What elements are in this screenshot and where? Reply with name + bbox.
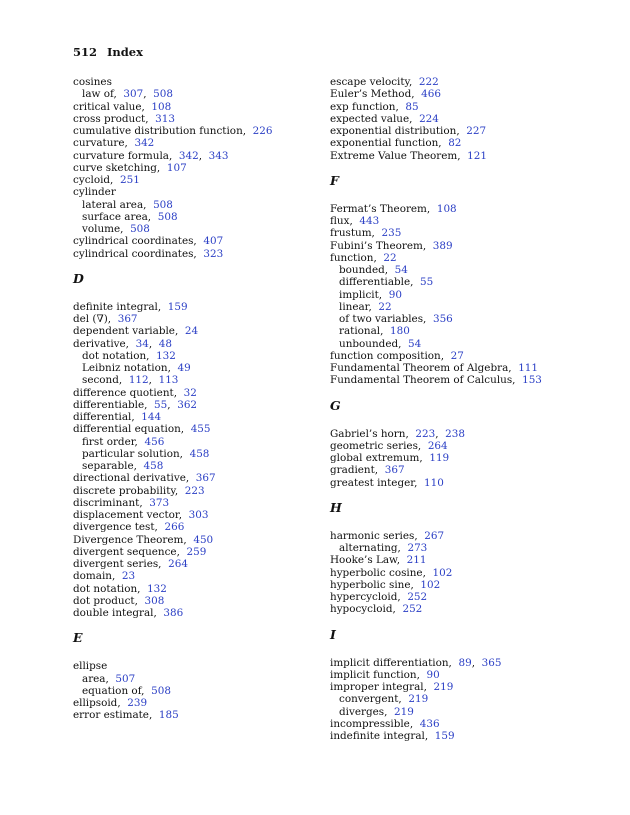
index-term: directional derivative, xyxy=(73,472,190,485)
page-reference-link[interactable]: 24 xyxy=(184,325,199,338)
index-term: cosines xyxy=(73,76,112,88)
index-term: Extreme Value Theorem, xyxy=(330,149,461,162)
page-reference-link[interactable]: 362 xyxy=(177,398,198,411)
page-reference-link[interactable]: 108 xyxy=(151,100,172,113)
index-subentry-first-order xyxy=(73,436,313,448)
index-entry-cylindrical-coordinates xyxy=(73,235,313,247)
index-term: harmonic series, xyxy=(330,529,418,542)
index-entry-fubini-s-theorem xyxy=(330,240,610,252)
index-subentry-separable xyxy=(73,460,313,472)
page-reference-link[interactable]: 323 xyxy=(203,247,224,260)
index-term: differential equation, xyxy=(73,423,185,436)
index-term: Hooke’s Law, xyxy=(330,554,401,567)
page-reference-link[interactable]: 238 xyxy=(445,427,465,440)
index-term: bounded, xyxy=(339,264,389,276)
index-term: dot product, xyxy=(73,594,138,607)
index-term: double integral, xyxy=(73,607,157,619)
page-reference-link[interactable]: 55 xyxy=(420,276,434,289)
page-reference-link[interactable]: 466 xyxy=(421,88,441,101)
index-term: hypercycloid, xyxy=(330,591,401,603)
section-letter-g: G xyxy=(330,397,341,413)
index-term: critical value, xyxy=(73,100,145,113)
section-letter-d: D xyxy=(73,270,84,286)
index-entry-double-integral xyxy=(73,607,313,619)
page-reference-link[interactable]: 110 xyxy=(423,476,444,489)
page-reference-link[interactable]: 89 xyxy=(458,656,472,669)
page-reference-link[interactable]: 313 xyxy=(155,112,175,125)
index-term: frustum, xyxy=(330,227,375,240)
index-entry-geometric-series xyxy=(330,440,610,452)
page-reference-link[interactable]: 308 xyxy=(144,594,165,607)
index-term: discrete probability, xyxy=(73,484,179,497)
page-reference-link[interactable]: 54 xyxy=(394,264,408,276)
index-subentry-law-of: law of, 307, 508 xyxy=(82,88,173,101)
index-subentry-lateral-area xyxy=(73,199,313,211)
page-reference-link[interactable]: 365 xyxy=(481,656,502,669)
index-term: diverges, xyxy=(339,705,388,718)
index-subentry-volume xyxy=(73,223,313,235)
index-term: definite integral, xyxy=(73,300,162,313)
index-subentry-linear xyxy=(330,301,610,313)
page-reference-link[interactable]: 102 xyxy=(420,578,441,591)
page-title: Index xyxy=(107,45,143,59)
index-entry-exp-function xyxy=(330,101,610,113)
index-subentry-of-two-variables xyxy=(330,313,610,325)
index-term: divergent series, xyxy=(73,558,162,570)
index-entry-ellipsoid xyxy=(73,697,313,709)
page-reference-link[interactable]: 224 xyxy=(419,112,439,125)
page-reference-link[interactable]: 180 xyxy=(390,325,410,338)
index-entry-greatest-integer xyxy=(330,477,610,489)
page-reference-link[interactable]: 132 xyxy=(156,349,176,362)
index-entry-global-extremum xyxy=(330,452,610,464)
index-subentry-unbounded xyxy=(330,338,610,350)
index-term: expected value, xyxy=(330,112,413,125)
page-reference-link[interactable]: 144 xyxy=(141,411,162,423)
index-entry-critical-value xyxy=(73,101,313,113)
index-term: implicit differentiation, xyxy=(330,656,452,669)
page-reference-link[interactable]: 342 xyxy=(178,149,199,162)
page-reference-link[interactable]: 264 xyxy=(427,439,448,452)
index-term: cycloid, xyxy=(73,174,114,186)
index-entry-gradient xyxy=(330,464,610,476)
index-entry-divergent-sequence xyxy=(73,546,313,558)
index-subentry-dot-notation xyxy=(73,350,313,362)
index-entry-directional-derivative xyxy=(73,472,313,484)
index-term: Divergence Theorem, xyxy=(73,533,187,546)
index-entry-expected-value xyxy=(330,113,610,125)
page-reference-link[interactable]: 90 xyxy=(426,668,440,681)
index-term: linear, xyxy=(339,300,372,313)
index-entry-hyperbolic-sine xyxy=(330,579,610,591)
page-reference-link[interactable]: 450 xyxy=(193,533,214,546)
page-reference-link[interactable]: 55 xyxy=(154,398,168,411)
page-reference-link[interactable]: 251 xyxy=(119,174,140,186)
page-number: 512 xyxy=(73,45,98,59)
page-reference-link[interactable]: 367 xyxy=(195,472,216,485)
page-reference-link[interactable]: 508 xyxy=(153,88,173,101)
index-entry-indefinite-integral xyxy=(330,730,610,742)
page-reference-link[interactable]: 219 xyxy=(394,705,414,718)
index-term: equation of, xyxy=(82,684,145,697)
page-reference-link[interactable]: 85 xyxy=(405,100,419,113)
index-term: implicit function, xyxy=(330,668,420,681)
index-entry-curvature-formula: curvature formula, 342, 343 xyxy=(73,149,229,162)
index-term: exponential function, xyxy=(330,137,442,150)
index-entry-dependent-variable xyxy=(73,325,313,337)
index-entry-implicit-differentiation: implicit differentiation, 89, 365 xyxy=(330,656,502,669)
index-entry-discriminant xyxy=(73,497,313,509)
index-entry-hypercycloid xyxy=(330,591,610,603)
page-reference-link[interactable]: 239 xyxy=(127,697,148,709)
page-reference-link[interactable]: 389 xyxy=(432,239,453,252)
index-entry-cylinder xyxy=(73,186,313,198)
index-subentry-second: second, 112, 113 xyxy=(82,374,179,387)
index-term: greatest integer, xyxy=(330,476,418,489)
index-term: first order, xyxy=(82,435,138,448)
index-term: Fundamental Theorem of Calculus, xyxy=(330,374,516,387)
page-reference-link[interactable]: 153 xyxy=(522,374,542,387)
index-term: ellipsoid, xyxy=(73,697,121,709)
page-reference-link[interactable]: 107 xyxy=(166,161,187,174)
index-term: Fubini’s Theorem, xyxy=(330,239,427,252)
index-term: flux, xyxy=(330,215,353,227)
page-reference-link[interactable]: 119 xyxy=(429,452,450,464)
index-entry-cross-product xyxy=(73,113,313,125)
index-term: unbounded, xyxy=(339,337,402,350)
index-term: differentiable, xyxy=(73,398,148,411)
index-term: indefinite integral, xyxy=(330,730,429,742)
index-subentry-rational xyxy=(330,325,610,337)
index-term: del (∇), xyxy=(73,313,112,325)
index-subentry-surface-area xyxy=(73,211,313,223)
index-term: domain, xyxy=(73,570,116,583)
index-term: displacement vector, xyxy=(73,509,183,521)
index-entry-improper-integral xyxy=(330,681,610,693)
index-subentry-convergent xyxy=(330,693,610,705)
index-term: exp function, xyxy=(330,100,399,113)
section-letter-f: F xyxy=(330,172,339,188)
page-reference-link[interactable]: 342 xyxy=(134,137,155,150)
index-term: incompressible, xyxy=(330,717,414,730)
index-term: separable, xyxy=(82,460,137,472)
page-reference-link[interactable]: 22 xyxy=(383,251,397,264)
index-entry-exponential-distribution xyxy=(330,125,610,137)
index-entry-difference-quotient xyxy=(73,387,313,399)
index-entry-escape-velocity xyxy=(330,76,610,88)
index-subentry-alternating xyxy=(330,542,610,554)
page-reference-link[interactable]: 132 xyxy=(147,582,167,595)
page-reference-link[interactable]: 407 xyxy=(203,235,224,248)
index-term: differential, xyxy=(73,411,135,423)
index-entry-curvature xyxy=(73,137,313,149)
index-term: rational, xyxy=(339,325,384,338)
page-reference-link[interactable]: 456 xyxy=(144,435,165,448)
index-term: hypocycloid, xyxy=(330,603,396,616)
index-term: difference quotient, xyxy=(73,386,178,399)
page-reference-link[interactable]: 223 xyxy=(415,427,436,440)
index-entry-exponential-function xyxy=(330,137,610,149)
page-reference-link[interactable]: 102 xyxy=(432,566,453,579)
page-reference-link[interactable]: 49 xyxy=(177,362,191,374)
index-term: ellipse xyxy=(73,660,108,673)
page-reference-link[interactable]: 373 xyxy=(149,496,170,509)
index-entry-displacement-vector xyxy=(73,509,313,521)
page-reference-link[interactable]: 222 xyxy=(418,76,439,88)
index-entry-fundamental-theorem-of-calculus xyxy=(330,374,610,386)
index-entry-function xyxy=(330,252,610,264)
index-subentry-leibniz-notation xyxy=(73,362,313,374)
index-entry-curve-sketching xyxy=(73,162,313,174)
index-entry-divergent-series xyxy=(73,558,313,570)
index-entry-hooke-s-law xyxy=(330,554,610,566)
page-reference-link[interactable]: 90 xyxy=(388,288,402,301)
index-term: convergent, xyxy=(339,693,402,706)
page-reference-link[interactable]: 458 xyxy=(143,460,164,472)
index-term: Fermat’s Theorem, xyxy=(330,202,431,215)
index-entry-discrete-probability xyxy=(73,485,313,497)
index-entry-cycloid xyxy=(73,174,313,186)
index-entry-definite-integral xyxy=(73,301,313,313)
index-entry-fermat-s-theorem xyxy=(330,203,610,215)
index-entry-implicit-function xyxy=(330,669,610,681)
index-subentry-equation-of xyxy=(73,685,313,697)
index-column-right xyxy=(330,76,610,742)
page-reference-link[interactable]: 32 xyxy=(183,386,197,399)
index-term: dot notation, xyxy=(73,582,141,595)
index-entry-differentiable: differentiable, 55, 362 xyxy=(73,398,198,411)
index-entry-divergence-theorem xyxy=(73,534,313,546)
index-subentry-implicit xyxy=(330,289,610,301)
page-reference-link[interactable]: 34 xyxy=(135,337,149,350)
page-reference-link[interactable]: 343 xyxy=(208,149,229,162)
page-reference-link[interactable]: 264 xyxy=(168,558,188,570)
index-subentry-particular-solution xyxy=(73,448,313,460)
page-reference-link[interactable]: 367 xyxy=(117,313,138,325)
page-reference-link[interactable]: 252 xyxy=(407,591,428,603)
index-term: surface area, xyxy=(82,210,152,223)
page-reference-link[interactable]: 259 xyxy=(186,545,207,558)
index-term: escape velocity, xyxy=(330,76,413,88)
index-term: curve sketching, xyxy=(73,161,161,174)
index-entry-differential-equation xyxy=(73,423,313,435)
page-reference-link[interactable]: 111 xyxy=(518,362,539,374)
page-reference-link[interactable]: 54 xyxy=(408,337,422,350)
index-term: divergence test, xyxy=(73,521,158,534)
index-term: error estimate, xyxy=(73,709,153,722)
index-term: of two variables, xyxy=(339,313,427,325)
section-letter-h: H xyxy=(330,499,342,515)
page-reference-link[interactable]: 22 xyxy=(378,300,392,313)
index-term: divergent sequence, xyxy=(73,545,180,558)
index-entry-dot-notation xyxy=(73,583,313,595)
index-term: area, xyxy=(82,672,109,685)
index-entry-del xyxy=(73,313,313,325)
index-entry-function-composition xyxy=(330,350,610,362)
page-header xyxy=(73,45,143,59)
index-term: second, xyxy=(82,374,123,387)
index-term: improper integral, xyxy=(330,681,427,693)
index-term: lateral area, xyxy=(82,198,147,211)
index-term: alternating, xyxy=(339,542,401,554)
index-entry-gabriel-s-horn: Gabriel’s horn, 223, 238 xyxy=(330,427,465,440)
index-subentry-differentiable xyxy=(330,276,610,288)
page-reference-link[interactable]: 112 xyxy=(128,374,149,387)
page-reference-link[interactable]: 211 xyxy=(406,554,427,567)
index-term: particular solution, xyxy=(82,447,183,460)
index-term: gradient, xyxy=(330,464,379,477)
page-reference-link[interactable]: 252 xyxy=(402,603,423,616)
index-entry-fundamental-theorem-of-algebra xyxy=(330,362,610,374)
index-entry-hyperbolic-cosine xyxy=(330,567,610,579)
index-term: exponential distribution, xyxy=(330,125,460,137)
index-entry-error-estimate xyxy=(73,709,313,721)
index-term: cylinder xyxy=(73,186,116,199)
page-reference-link[interactable]: 121 xyxy=(467,149,488,162)
index-subentry-area xyxy=(73,673,313,685)
index-term: cylindrical coordinates, xyxy=(73,247,197,260)
page-reference-link[interactable]: 219 xyxy=(433,681,454,693)
page-reference-link[interactable]: 386 xyxy=(163,607,184,619)
index-term: function, xyxy=(330,251,377,264)
index-entry-incompressible xyxy=(330,718,610,730)
index-entry-euler-s-method xyxy=(330,88,610,100)
page-reference-link[interactable]: 508 xyxy=(151,684,171,697)
section-letter-e: E xyxy=(73,630,83,646)
page-reference-link[interactable]: 23 xyxy=(121,570,136,583)
index-term: geometric series, xyxy=(330,439,422,452)
index-term: differentiable, xyxy=(339,276,414,289)
index-entry-derivative: derivative, 34, 48 xyxy=(73,337,172,350)
page-reference-link[interactable]: 307 xyxy=(123,88,144,101)
index-term: volume, xyxy=(82,223,124,235)
page-reference-link[interactable]: 219 xyxy=(408,693,429,706)
index-term: curvature, xyxy=(73,137,128,150)
index-entry-hypocycloid xyxy=(330,603,610,615)
page-reference-link[interactable]: 27 xyxy=(450,349,464,362)
page-reference-link[interactable]: 226 xyxy=(252,125,273,137)
index-term: Gabriel’s horn, xyxy=(330,427,409,440)
page-reference-link[interactable]: 367 xyxy=(384,464,405,477)
index-column-left xyxy=(73,76,313,722)
section-letter-i: I xyxy=(330,626,336,642)
index-term: curvature formula, xyxy=(73,149,173,162)
page-reference-link[interactable]: 227 xyxy=(466,125,487,137)
index-term: Euler’s Method, xyxy=(330,88,415,101)
index-term: discriminant, xyxy=(73,496,143,509)
page-reference-link[interactable]: 159 xyxy=(434,730,455,742)
page-reference-link[interactable]: 113 xyxy=(158,374,179,387)
page-reference-link[interactable]: 436 xyxy=(419,717,440,730)
index-term: dot notation, xyxy=(82,349,150,362)
index-term: function composition, xyxy=(330,349,445,362)
index-subentry-diverges xyxy=(330,706,610,718)
index-entry-cylindrical-coordinates xyxy=(73,248,313,260)
page-reference-link[interactable]: 273 xyxy=(407,542,428,554)
index-entry-domain xyxy=(73,570,313,582)
page-reference-link[interactable]: 508 xyxy=(153,198,173,211)
index-entry-cosines xyxy=(73,76,313,88)
index-entry-cumulative-distribution-function xyxy=(73,125,313,137)
index-term: implicit, xyxy=(339,288,383,301)
index-entry-differential xyxy=(73,411,313,423)
index-entry-extreme-value-theorem xyxy=(330,150,610,162)
index-entry-frustum xyxy=(330,227,610,239)
page-reference-link[interactable]: 48 xyxy=(158,337,172,350)
page-reference-link[interactable]: 159 xyxy=(167,300,188,313)
page-reference-link[interactable]: 235 xyxy=(381,227,402,240)
page-reference-link[interactable]: 458 xyxy=(189,447,210,460)
page-reference-link[interactable]: 356 xyxy=(432,313,453,325)
page-reference-link[interactable]: 223 xyxy=(184,484,205,497)
index-term: global extremum, xyxy=(330,452,423,464)
index-term: derivative, xyxy=(73,337,129,350)
page-reference-link[interactable]: 82 xyxy=(448,137,462,150)
page-reference-link[interactable]: 266 xyxy=(164,521,185,534)
index-entry-dot-product xyxy=(73,595,313,607)
page-reference-link[interactable]: 185 xyxy=(158,709,179,722)
index-term: cylindrical coordinates, xyxy=(73,235,197,248)
page-reference-link[interactable]: 443 xyxy=(359,215,380,227)
page-reference-link[interactable]: 303 xyxy=(188,509,209,521)
index-entry-harmonic-series xyxy=(330,530,610,542)
index-term: Leibniz notation, xyxy=(82,362,171,374)
index-term: dependent variable, xyxy=(73,325,179,338)
page-reference-link[interactable]: 108 xyxy=(436,202,457,215)
index-term: Fundamental Theorem of Algebra, xyxy=(330,362,512,374)
page-reference-link[interactable]: 507 xyxy=(115,672,136,685)
index-term: cumulative distribution function, xyxy=(73,125,247,137)
index-entry-ellipse xyxy=(73,660,313,672)
index-term: hyperbolic sine, xyxy=(330,578,414,591)
index-term: law of, xyxy=(82,88,117,101)
page-reference-link[interactable]: 267 xyxy=(424,529,445,542)
page-reference-link[interactable]: 508 xyxy=(157,210,178,223)
index-term: hyperbolic cosine, xyxy=(330,566,426,579)
page-reference-link[interactable]: 455 xyxy=(190,423,211,436)
page-reference-link[interactable]: 508 xyxy=(130,223,150,235)
index-term: cross product, xyxy=(73,112,149,125)
index-entry-flux xyxy=(330,215,610,227)
index-subentry-bounded xyxy=(330,264,610,276)
index-entry-divergence-test xyxy=(73,521,313,533)
